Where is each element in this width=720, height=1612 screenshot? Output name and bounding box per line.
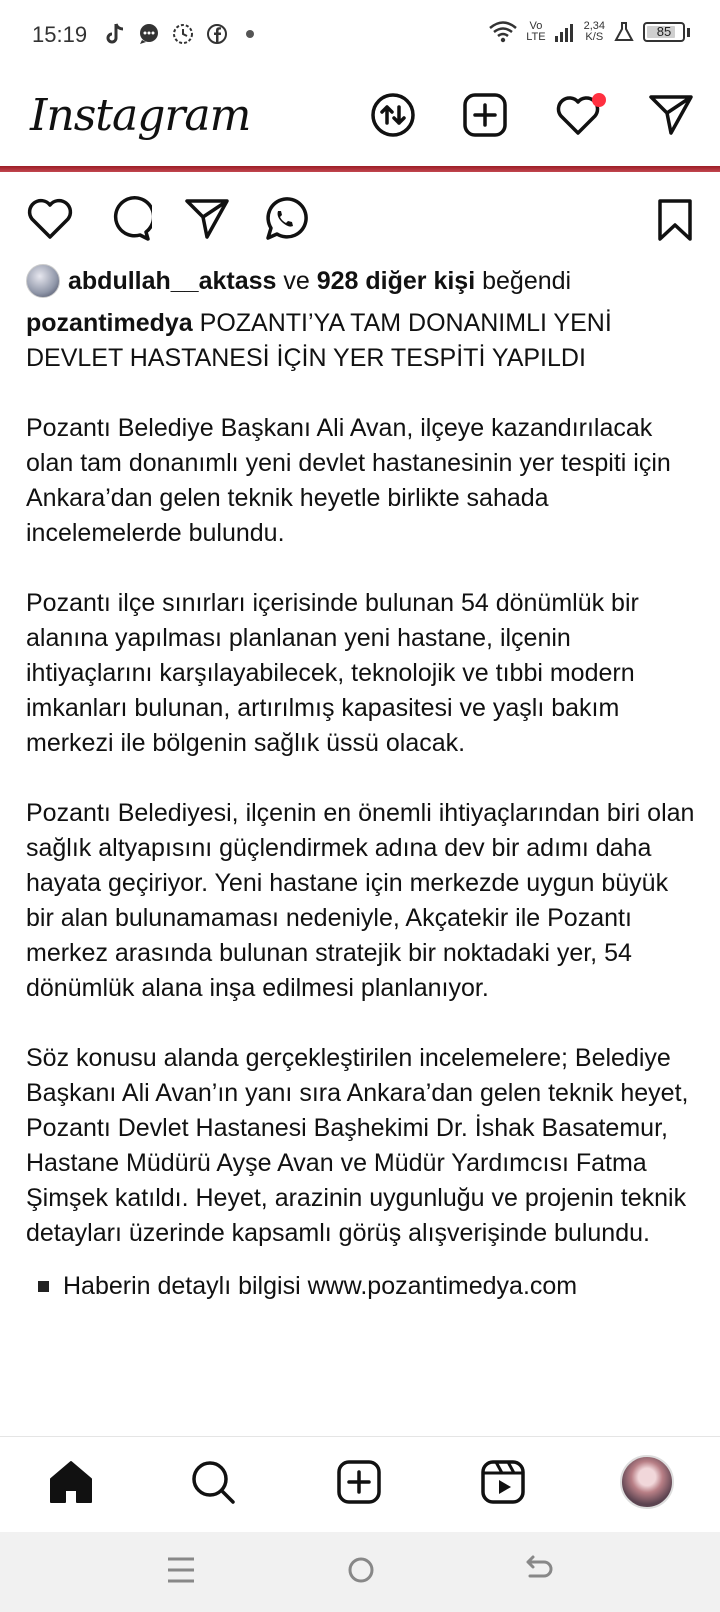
likes-others-count[interactable]: 928 diğer kişi [316,266,476,295]
square-bullet-icon [38,1281,49,1292]
heart-icon[interactable] [554,93,602,137]
status-system-icons [488,20,690,44]
battery-indicator [643,22,685,42]
status-time: 15:19 [32,22,88,47]
likes-joiner: ve [276,266,317,295]
menu-icon[interactable] [166,1554,196,1586]
wifi-icon [488,20,518,44]
status-notification-icons [104,22,260,46]
instagram-logo[interactable]: Instagram [30,90,251,141]
caption-title: POZANTI’YA TAM DONANIMLI YENİ DEVLET HASTANESİ İÇİN YER TESPİTİ YAPILDI [26,309,612,372]
create-icon[interactable] [336,1459,382,1505]
system-navigation-bar [0,1532,720,1612]
caption-username[interactable]: pozantimedya [26,309,193,337]
volte-indicator [526,21,545,43]
facebook-icon [206,23,228,45]
more-notifications-dot-icon [240,24,260,44]
lte-label: LTE [526,31,546,43]
network-speed-unit: K/S [585,31,604,43]
post-actions [26,196,694,246]
header-actions [370,92,694,138]
app-header [0,72,720,168]
status-bar [0,0,720,72]
post-caption [26,306,696,1304]
tiktok-icon [104,22,126,46]
bottom-navigation [0,1436,720,1533]
share-icon[interactable] [184,197,230,241]
battery-level: 85 [656,24,672,39]
caption-paragraph: Pozantı Belediye Başkanı Ali Avan, ilçeye kazandırılacak olan tam donanımlı yeni devlet hastanesinin yer tespiti için Ankara’dan gelen teknik heyetle birlikte sahada incelemelerde bulundu. [26,414,671,547]
comment-icon[interactable] [106,196,152,242]
back-icon[interactable] [524,1554,554,1586]
home-circle-icon[interactable] [346,1554,376,1586]
liked-by-username[interactable]: abdullah__aktass [68,266,277,295]
add-post-icon[interactable] [462,92,508,138]
caption-paragraph: Söz konusu alanda gerçekleştirilen incelemelere; Belediye Başkanı Ali Avan’ın yanı sıra Ankara’dan gelen teknik heyet, Pozantı Devlet Hastanesi Başhekimi Dr. İshak Basatemur, Hastane Müdürü Ayşe Avan ve Müdür Yardımcısı Fatma Şimşek katıldı. Heyet, arazinin uygunluğu ve projenin teknik detayları üzerinde kapsamlı görüş alışverişinde bulundu. [26,1044,689,1247]
likes-suffix: beğendi [475,266,572,295]
likes-summary[interactable] [26,264,706,298]
sort-arrows-icon[interactable] [370,92,416,138]
network-speed-value: 2,34 [583,20,605,32]
notification-dot [592,93,606,107]
battery-tip [687,28,690,37]
bookmark-icon[interactable] [656,198,694,242]
detail-link-text: Haberin detaylı bilgisi www.pozantimedya.com [63,1272,578,1300]
profile-avatar-tab[interactable] [620,1455,674,1509]
caption-paragraph: Pozantı Belediyesi, ilçenin en önemli ihtiyaçlarından biri olan sağlık altyapısını güçlendirmek adına dev bir adımı daha hayata geçiriyor. Yeni hastane için merkezde uygun büyük bir alan bulunamaması nedeniyle, Akçatekir ile Pozantı merkez arasında bulunan stratejik bir noktadaki yer, 54 dönümlük alana inşa edilmesi planlanıyor. [26,799,695,1002]
send-icon[interactable] [648,93,694,137]
volte-label: Vo [529,20,543,32]
clock-icon [172,23,194,45]
signal-icon [554,21,576,43]
flask-icon [613,21,635,43]
caption-header [26,306,696,376]
search-icon[interactable] [190,1459,236,1505]
reels-icon[interactable] [480,1459,526,1505]
home-icon[interactable] [48,1459,94,1505]
caption-paragraph: Pozantı ilçe sınırları içerisinde bulunan 54 dönümlük bir alanına yapılması planlanan yeni hastane, ilçenin ihtiyaçlarını karşılayabilecek, teknolojik ve tıbbi modern imkanları bulunan, artırılmış kapasitesi ve yaşlı bakım merkezi ile bölgenin sağlık üssü olacak. [26,589,639,757]
network-speed [584,21,605,43]
detail-line [26,1269,696,1304]
chat-bubble-icon [138,23,160,45]
header-divider [0,166,720,172]
whatsapp-icon[interactable] [262,196,308,242]
profile-avatar[interactable] [620,1455,674,1509]
like-icon[interactable] [26,197,74,241]
liker-avatar[interactable] [26,264,60,298]
